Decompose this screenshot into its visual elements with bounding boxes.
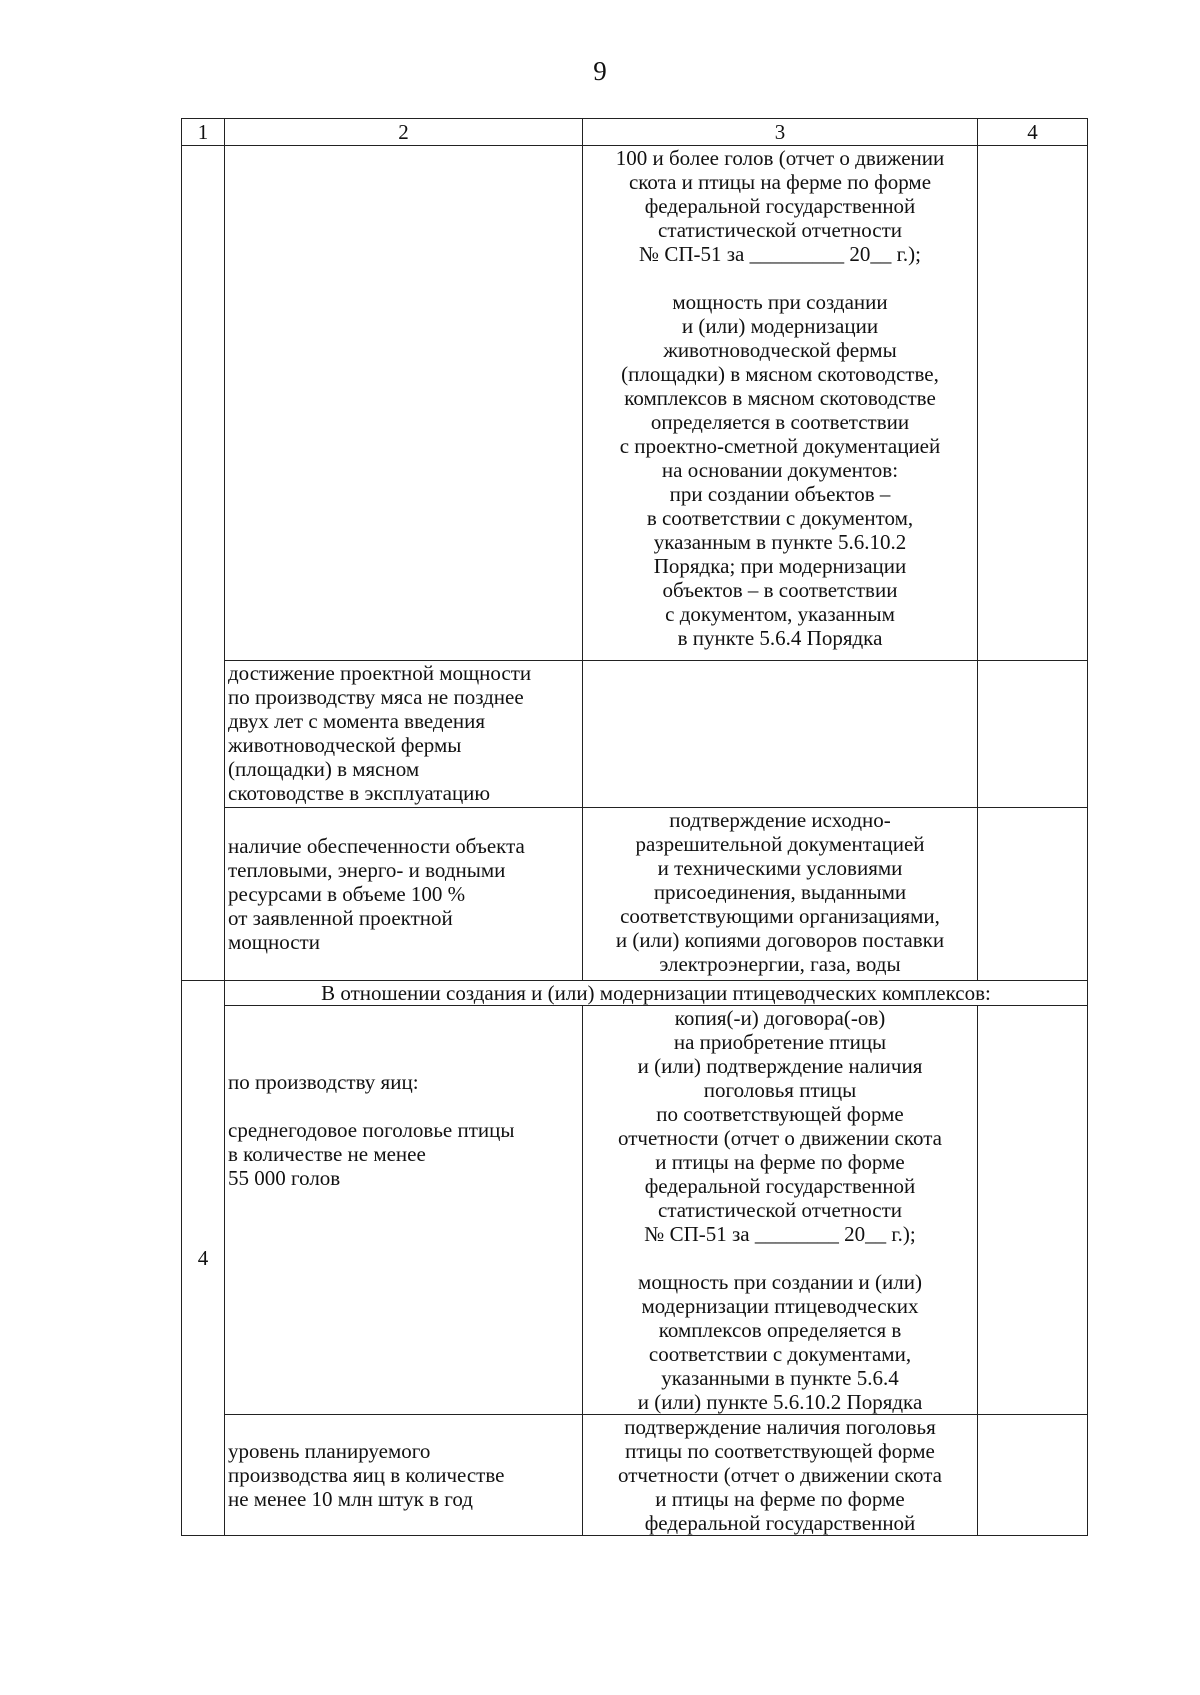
note-cell xyxy=(978,1006,1088,1415)
documents-cell: копия(-и) договора(-ов) на приобретение птицы и (или) подтверждение наличия поголовья птицы по соответствующей форме отчетности (отчет о движении скота и птицы на ферме по форме федеральной государственной статистической отчетности № СП-51 за ________ 20__ г.); мощность при создании и (или) модернизации птицеводческих комплексов определяется в соответствии с документами, указанными в пункте 5.6.4 и (или) пункте 5.6.10.2 Порядка xyxy=(583,1006,978,1415)
note-cell xyxy=(978,808,1088,981)
documents-cell: 100 и более голов (отчет о движении скота и птицы на ферме по форме федеральной государственной статистической отчетности № СП-51 за _________ 20__ г.); мощность при создании и (или) модернизации животноводческой фермы (площадки) в мясном скотоводстве, комплексов в мясном скотоводстве определяется в соответствии с проектно-сметной документацией на основании документов: при создании объектов – в соответствии с документом, указанным в пункте 5.6.10.2 Порядка; при модернизации объектов – в соответствии с документом, указанным в пункте 5.6.4 Порядка xyxy=(583,146,978,661)
requirement-cell: по производству яиц: среднегодовое поголовье птицы в количестве не менее 55 000 голов xyxy=(225,1006,583,1415)
note-cell xyxy=(978,1415,1088,1536)
table-row xyxy=(182,1006,1088,1415)
requirement-cell: наличие обеспеченности объекта тепловыми, энерго- и водными ресурсами в объеме 100 % от заявленной проектной мощности xyxy=(225,808,583,981)
note-cell xyxy=(978,146,1088,661)
requirement-cell: уровень планируемого производства яиц в количестве не менее 10 млн штук в год xyxy=(225,1415,583,1536)
number-cell xyxy=(182,146,225,981)
item-number: 4 xyxy=(182,981,225,1536)
requirement-cell xyxy=(225,146,583,661)
table-row xyxy=(182,808,1088,981)
section-heading: В отношении создания и (или) модернизации птицеводческих комплексов: xyxy=(225,981,1088,1006)
documents-cell xyxy=(583,661,978,808)
table-row xyxy=(182,146,1088,661)
header-col-4: 4 xyxy=(978,119,1088,146)
header-col-1: 1 xyxy=(182,119,225,146)
header-col-2: 2 xyxy=(225,119,583,146)
documents-cell: подтверждение наличия поголовья птицы по соответствующей форме отчетности (отчет о движении скота и птицы на ферме по форме федеральной государственной xyxy=(583,1415,978,1536)
table-header-row xyxy=(182,119,1088,146)
table-row xyxy=(182,981,1088,1006)
requirement-cell: достижение проектной мощности по производству мяса не позднее двух лет с момента введения животноводческой фермы (площадки) в мясном скотоводстве в эксплуатацию xyxy=(225,661,583,808)
table-row xyxy=(182,1415,1088,1536)
documents-cell: подтверждение исходно- разрешительной документацией и техническими условиями присоединения, выданными соответствующими организациями, и (или) копиями договоров поставки электроэнергии, газа, воды xyxy=(583,808,978,981)
note-cell xyxy=(978,661,1088,808)
page-number: 9 xyxy=(593,56,607,86)
table-row xyxy=(182,661,1088,808)
header-col-3: 3 xyxy=(583,119,978,146)
requirements-table xyxy=(181,118,1088,1536)
